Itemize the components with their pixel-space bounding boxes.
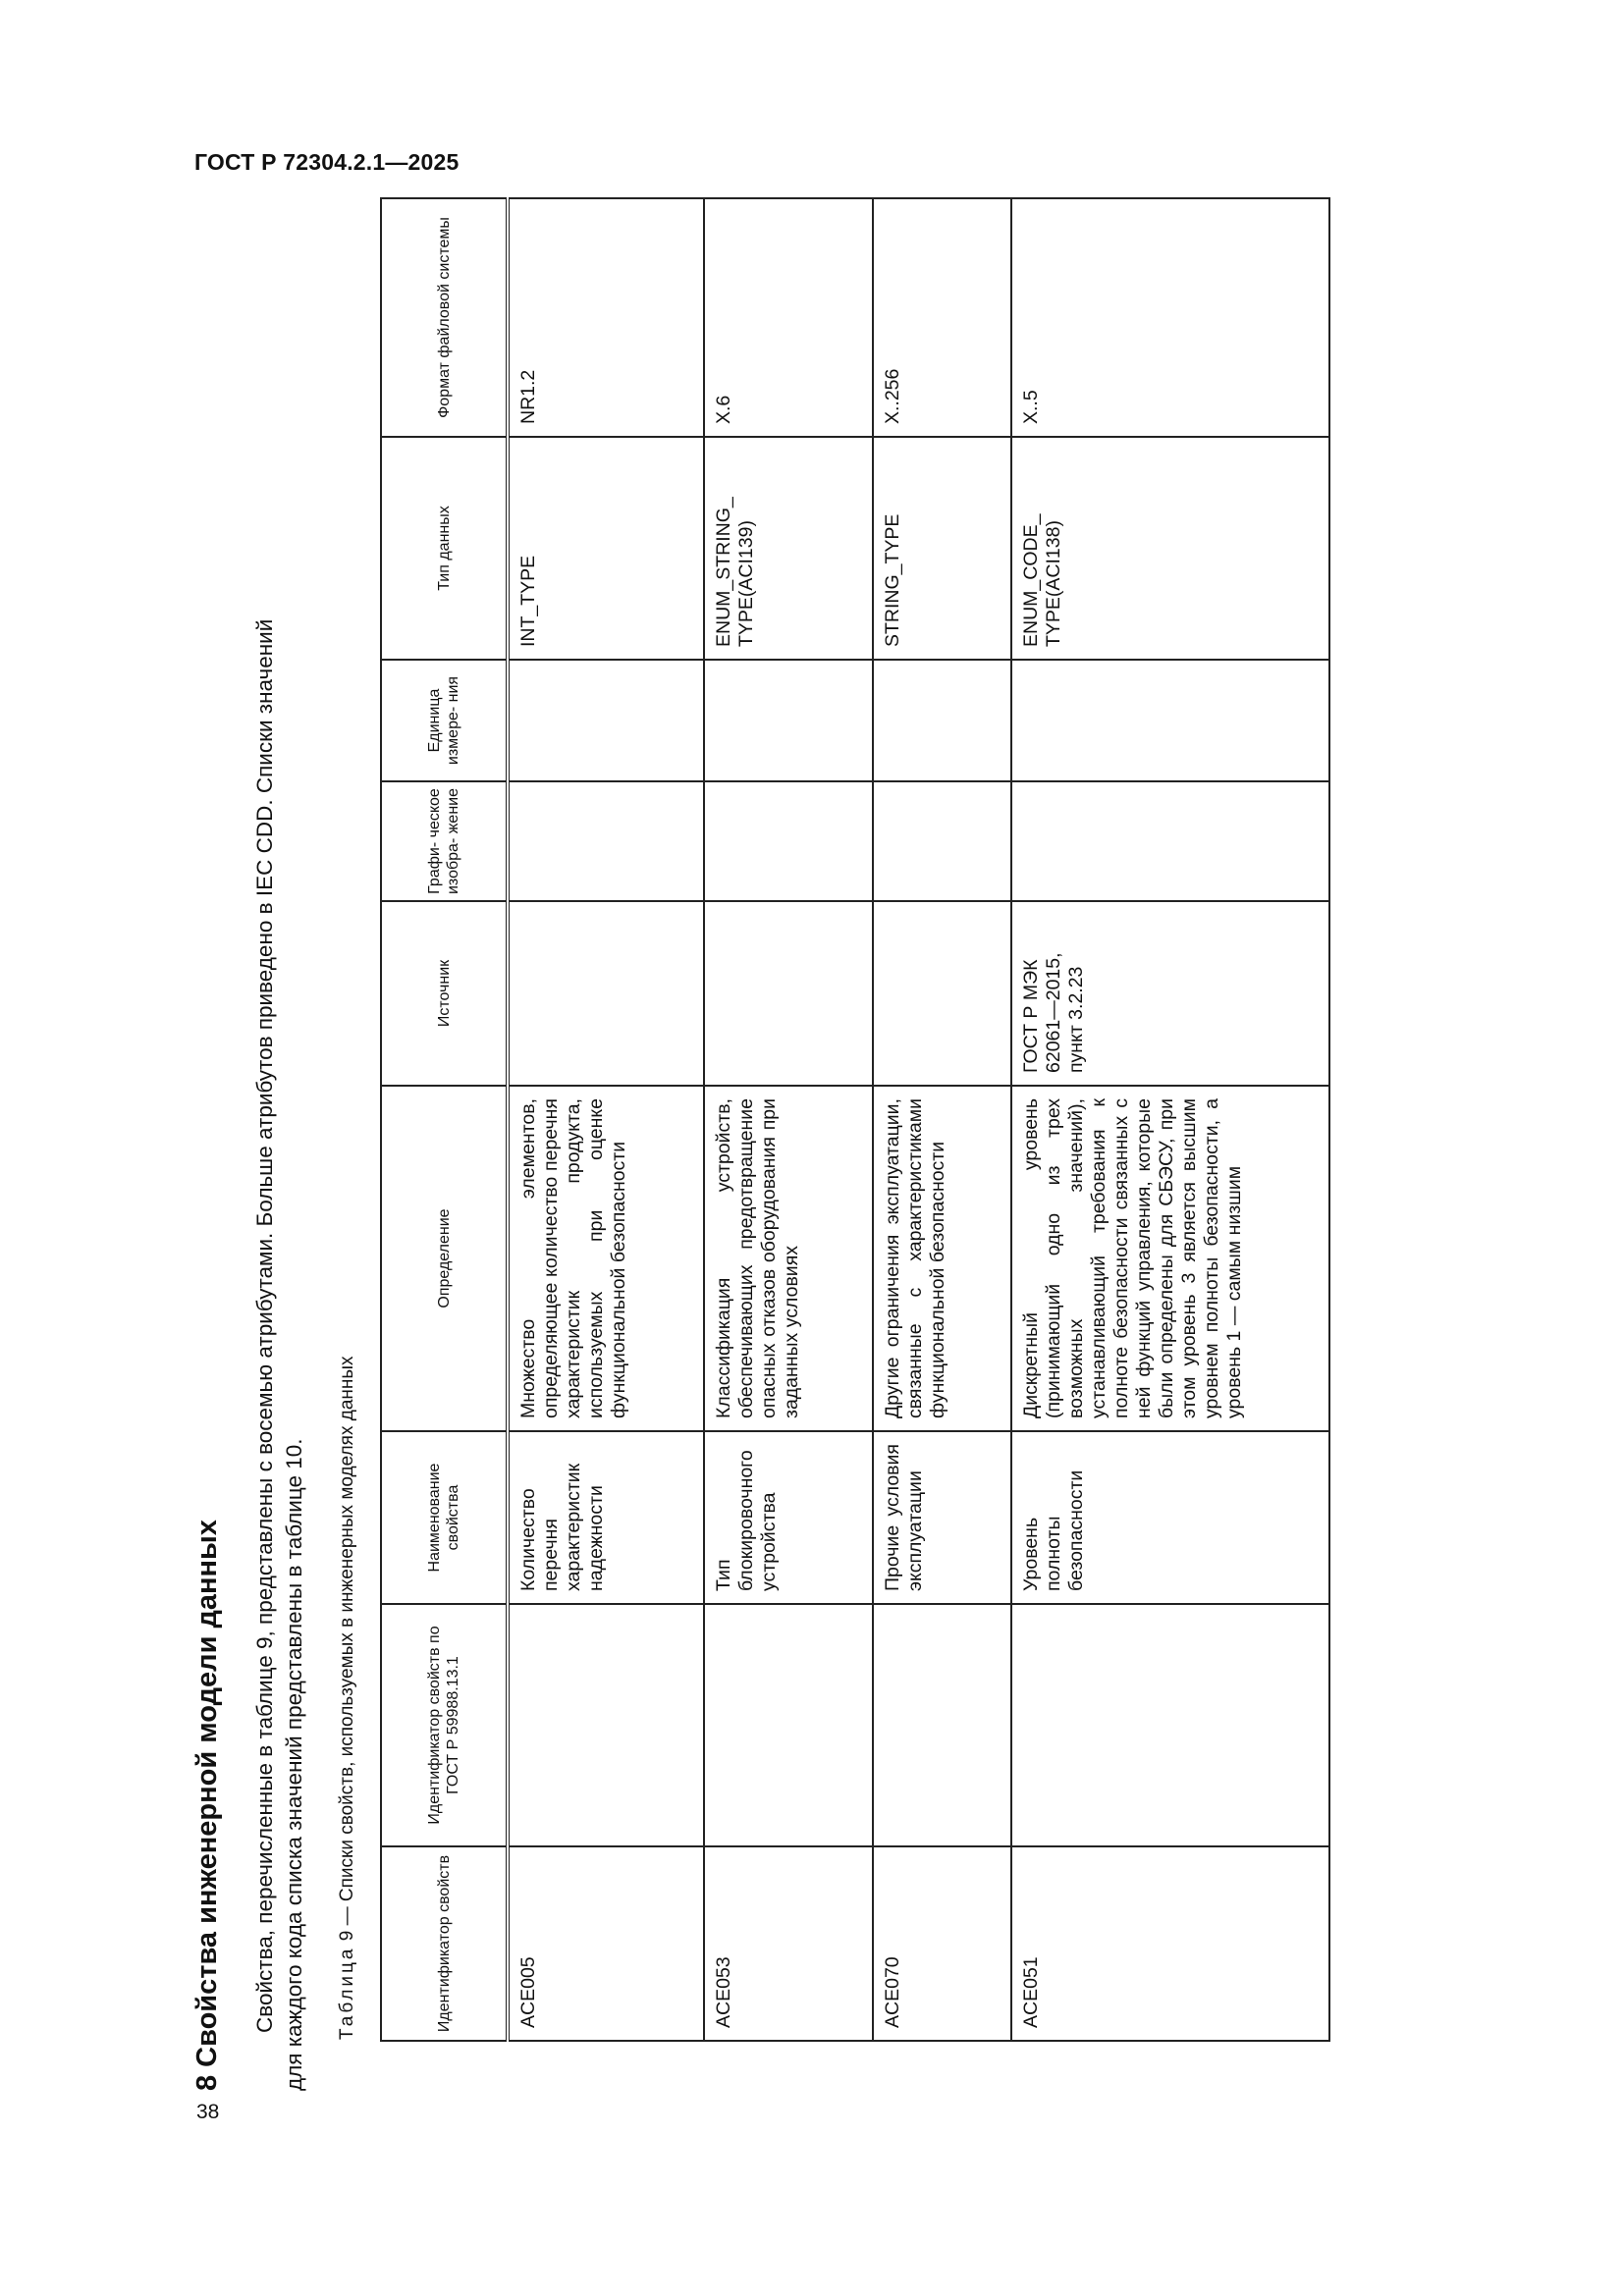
cell-unit <box>873 660 1011 781</box>
table-caption-prefix: Таблица <box>337 1946 357 2040</box>
table-row <box>873 198 1011 2041</box>
table-caption-text: 9 — Списки свойств, используемых в инженерных моделях данных <box>337 1356 357 1947</box>
cell-source <box>873 901 1011 1086</box>
cell-file-format: X..5 <box>1011 198 1329 437</box>
cell-gost-property-id <box>704 1604 873 1846</box>
cell-property-name: Уровень полноты безопасности <box>1011 1431 1329 1604</box>
header-data-type: Тип данных <box>381 437 508 660</box>
cell-source: ГОСТ Р МЭК 62061—2015, пункт 3.2.23 <box>1011 901 1329 1086</box>
cell-file-format: X.6 <box>704 198 873 437</box>
header-property-id: Идентификатор свойств <box>381 1846 508 2041</box>
cell-definition: Множество элементов, определяющее количество перечня характеристик продукта, используемых при оценке функциональной безопасности <box>508 1086 704 1431</box>
header-definition: Определение <box>381 1086 508 1431</box>
table-row <box>1011 198 1329 2041</box>
cell-property-id: ACE005 <box>508 1846 704 2041</box>
table-caption <box>337 1356 358 2040</box>
header-file-format: Формат файловой системы <box>381 198 508 437</box>
cell-gost-property-id <box>508 1604 704 1846</box>
cell-graphic <box>704 781 873 901</box>
rotated-content <box>191 217 1370 2091</box>
table-row <box>704 198 873 2041</box>
cell-unit <box>508 660 704 781</box>
cell-definition: Дискретный уровень (принимающий одно из трех возможных значений), устанавливающий требования к полноте безопасности связанных с ней функций управления, которые были определены для СБЭСУ, при этом уровень 3 является высшим уровнем полноты безопасности, а уровень 1 — самым низшим <box>1011 1086 1329 1431</box>
cell-file-format: X..256 <box>873 198 1011 437</box>
cell-data-type: ENUM_STRING_ TYPE(ACI139) <box>704 437 873 660</box>
header-gost-property-id: Идентификатор свойств по ГОСТ Р 59988.13.1 <box>381 1604 508 1846</box>
page-number: 38 <box>196 2101 220 2123</box>
cell-property-name: Количество перечня характеристик надежности <box>508 1431 704 1604</box>
cell-property-name: Тип блокировочного устройства <box>704 1431 873 1604</box>
header-property-name: Наименование свойства <box>381 1431 508 1604</box>
intro-paragraph-line-2: для каждого кода списка значений представлены в таблице 10. <box>282 1438 306 2091</box>
cell-source <box>508 901 704 1086</box>
cell-source <box>704 901 873 1086</box>
header-graphic: Графи- ческое изобра- жение <box>381 781 508 901</box>
cell-property-id: ACE051 <box>1011 1846 1329 2041</box>
cell-data-type: STRING_TYPE <box>873 437 1011 660</box>
cell-unit <box>1011 660 1329 781</box>
table-row <box>508 198 704 2041</box>
intro-paragraph-line-1: Свойства, перечисленные в таблице 9, представлены с восемью атрибутами. Больше атрибутов приведено в IEC CDD. Списки значений <box>252 618 277 2033</box>
header-source: Источник <box>381 901 508 1086</box>
cell-data-type: ENUM_CODE_ TYPE(ACI138) <box>1011 437 1329 660</box>
cell-property-id: ACE070 <box>873 1846 1011 2041</box>
cell-gost-property-id <box>873 1604 1011 1846</box>
table-header-row <box>381 198 508 2041</box>
header-unit: Единица измере- ния <box>381 660 508 781</box>
cell-definition: Другие ограничения эксплуатации, связанные с характеристиками функциональной безопасности <box>873 1086 1011 1431</box>
cell-unit <box>704 660 873 781</box>
cell-gost-property-id <box>1011 1604 1329 1846</box>
cell-graphic <box>873 781 1011 901</box>
properties-table <box>380 197 1330 2042</box>
cell-graphic <box>508 781 704 901</box>
cell-graphic <box>1011 781 1329 901</box>
document-code: ГОСТ Р 72304.2.1—2025 <box>194 149 460 175</box>
cell-property-id: ACE053 <box>704 1846 873 2041</box>
cell-file-format: NR1.2 <box>508 198 704 437</box>
cell-data-type: INT_TYPE <box>508 437 704 660</box>
cell-definition: Классификация устройств, обеспечивающих предотвращение опасных отказов оборудования при заданных условиях <box>704 1086 873 1431</box>
cell-property-name: Прочие условия эксплуатации <box>873 1431 1011 1604</box>
section-title: 8 Свойства инженерной модели данных <box>191 1520 223 2091</box>
